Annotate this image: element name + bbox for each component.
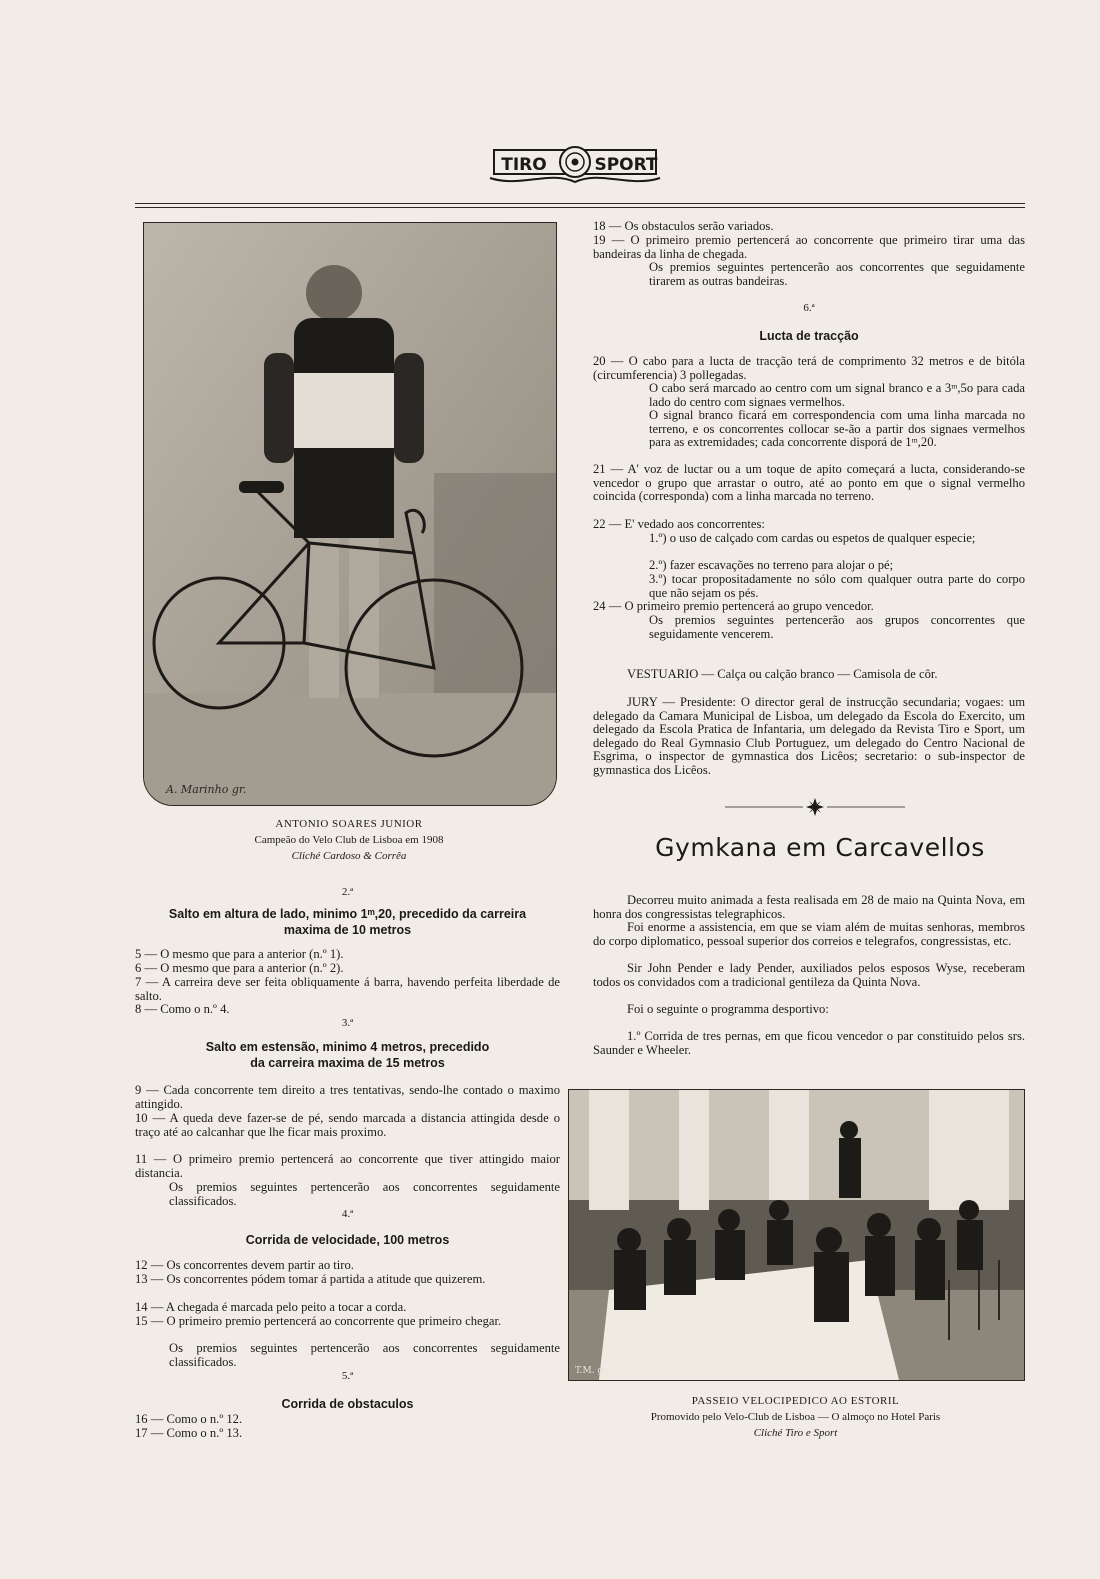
article-paragraph: 1.º Corrida de tres pernas, em que ficou vencedor o par constituido pelos srs. Saunder e Wheeler. — [593, 1029, 1025, 1057]
rule-item: 11 — O primeiro premio pertencerá ao concorrente que tiver attingido maior distancia. — [135, 1152, 560, 1180]
section-number: 3.ª — [341, 1017, 354, 1029]
cyclist-photo — [143, 222, 557, 806]
banquet-caption — [568, 1393, 1023, 1441]
rule-item: Os premios seguintes pertencerão aos concorrentes que seguidamente tirarem as outras bandeiras. — [649, 260, 1025, 288]
vestuario-text: VESTUARIO — Calça ou calção branco — Camisola de côr. — [627, 667, 938, 681]
rule-item: Os premios seguintes pertencerão aos concorrentes seguidamente classificados. — [169, 1180, 560, 1208]
caption-line: Promovido pelo Velo-Club de Lisboa — O almoço no Hotel Paris — [650, 1411, 941, 1423]
heading-line: da carreira maxima de 15 metros — [250, 1056, 445, 1070]
caption-credit: Cliché Tiro e Sport — [753, 1427, 838, 1439]
heading-line: maxima de 10 metros — [283, 923, 412, 937]
rule-item: 2.º) fazer escavações no terreno para alojar o pé; — [649, 558, 894, 572]
photo-signature: A. Marinho gr. — [166, 783, 247, 796]
rule-item: 19 — O primeiro premio pertencerá ao concorrente que primeiro tirar uma das bandeiras da linha de chegada. — [593, 233, 1025, 261]
rule-item: 15 — O primeiro premio pertencerá ao concorrente que primeiro chegar. — [135, 1314, 502, 1328]
rule-item: 6 — O mesmo que para a anterior (n.º 2). — [135, 961, 344, 975]
rule-item: 12 — Os concorrentes devem partir ao tiro. — [135, 1258, 354, 1272]
caption-credit: Cliché Cardoso & Corrêa — [291, 850, 407, 862]
article-paragraph: Foi enorme a assistencia, em que se viam além de muitas senhoras, membros do corpo diplomatico, pessoal superior dos correios e telegrafos, congressistas, etc. — [593, 920, 1025, 948]
rule-item: 21 — A' voz de luctar ou a um toque de apito começará a lucta, considerando-se vencedor o grupo que arrastar o outro, até ao ponto em que o signal vermelho coincida (corresponda) com a linha marcada no terreno. — [593, 462, 1025, 504]
rule-item: 7 — A carreira deve ser feita obliquamente á barra, havendo perfeita liberdade de salto. — [135, 975, 560, 1003]
heading-line: Salto em altura de lado, minimo 1ᵐ,20, precedido da carreira — [168, 907, 527, 921]
rule-item: Os premios seguintes pertencerão aos concorrentes seguidamente classificados. — [169, 1341, 560, 1369]
section-number: 6.ª — [803, 302, 815, 314]
article-title: Gymkana em Carcavellos — [655, 833, 985, 862]
header-rule — [135, 203, 1025, 204]
header-rule-2 — [135, 207, 1025, 208]
article-paragraph: Decorreu muito animada a festa realisada em 28 de maio na Quinta Nova, em honra dos congressistas telegraphicos. — [593, 893, 1025, 921]
article-paragraph: Sir John Pender e lady Pender, auxiliados pelos esposos Wyse, receberam todos os convidados com a tradicional gentileza da Quinta Nova. — [593, 961, 1025, 989]
svg-text:SPORT: SPORT — [594, 155, 658, 175]
article-paragraph: Foi o seguinte o programma desportivo: — [627, 1002, 829, 1016]
caption-title: PASSEIO VELOCIPEDICO AO ESTORIL — [691, 1395, 900, 1407]
photo-signature: T.M. gr. — [575, 1366, 610, 1376]
rule-item: O cabo será marcado ao centro com um signal branco e a 3ᵐ,5o para cada lado do centro com signaes vermelhos. — [649, 381, 1025, 409]
rule-item: 14 — A chegada é marcada pelo peito a tocar a corda. — [135, 1300, 407, 1314]
section-heading: Corrida de velocidade, 100 metros — [245, 1233, 450, 1247]
tiro-sport-logo — [480, 140, 670, 192]
jury-text: JURY — Presidente: O director geral de instrucção secundaria; vogaes: um delegado da Camara Municipal de Lisboa, um delegado da Escola do Exercito, um delegado da Escola Pratica de Infantaria, um delegado da Revista Tiro e Sport, um delegado do Real Gymnasio Club Portuguez, um delegado do Centro Nacional de Esgrima, o inspector de gymnastica dos Licêos; secretario: o sub-inspector de gymnastica dos Licêos. — [593, 695, 1025, 777]
section-number: 2.ª — [341, 886, 354, 898]
ornament-divider — [725, 796, 905, 818]
rule-item: 18 — Os obstaculos serão variados. — [593, 219, 774, 233]
section-heading — [135, 906, 560, 938]
svg-text:TIRO: TIRO — [501, 155, 547, 175]
rule-item: 8 — Como o n.º 4. — [135, 1002, 230, 1016]
rule-item: 13 — Os concorrentes pódem tomar á partida a atitude que quizerem. — [135, 1272, 486, 1286]
caption-line: Campeão do Velo Club de Lisboa em 1908 — [254, 834, 444, 846]
caption-title: ANTONIO SOARES JUNIOR — [275, 818, 423, 830]
rule-item: 17 — Como o n.º 13. — [135, 1426, 243, 1440]
rule-item: O signal branco ficará em correspondencia com uma linha marcada no terreno, e os concorrentes collocar se-ão a partir dos signaes vermelhos para as extremidades; cada concorrente disporá de 1ᵐ,20. — [649, 408, 1025, 450]
rule-item: 10 — A queda deve fazer-se de pé, sendo marcada a distancia attingida desde o traço até ao calcanhar que lhe ficar mais proximo. — [135, 1111, 560, 1139]
section-heading: Corrida de obstaculos — [281, 1397, 414, 1411]
rule-item: 22 — E' vedado aos concorrentes: — [593, 517, 765, 531]
banquet-illustration — [569, 1090, 1024, 1380]
rule-item: 5 — O mesmo que para a anterior (n.º 1). — [135, 947, 344, 961]
section-heading — [135, 1039, 560, 1071]
rule-item: 16 — Como o n.º 12. — [135, 1412, 243, 1426]
cyclist-caption — [143, 816, 555, 864]
rule-item: Os premios seguintes pertencerão aos grupos concorrentes que seguidamente vencerem. — [649, 613, 1025, 641]
rule-item: 9 — Cada concorrente tem direito a tres tentativas, sendo-lhe contado o maximo attingido. — [135, 1083, 560, 1111]
cyclist-illustration — [144, 223, 556, 805]
section-number: 4.ª — [341, 1208, 354, 1220]
section-number: 5.ª — [341, 1370, 354, 1382]
heading-line: Salto em estensão, minimo 4 metros, precedido — [205, 1040, 490, 1054]
rule-item: 3.º) tocar propositadamente no sólo com qualquer outra parte do corpo que não sejam os pés. — [649, 572, 1025, 600]
rule-item: 20 — O cabo para a lucta de tracção terá de comprimento 32 metros e de bitóla (circumferencia) 3 pollegadas. — [593, 354, 1025, 382]
section-heading: Lucta de tracção — [759, 329, 859, 343]
rule-item: 24 — O primeiro premio pertencerá ao grupo vencedor. — [593, 599, 874, 613]
rule-item: 1.º) o uso de calçado com cardas ou espetos de qualquer especie; — [649, 531, 976, 545]
banquet-photo — [568, 1089, 1025, 1381]
